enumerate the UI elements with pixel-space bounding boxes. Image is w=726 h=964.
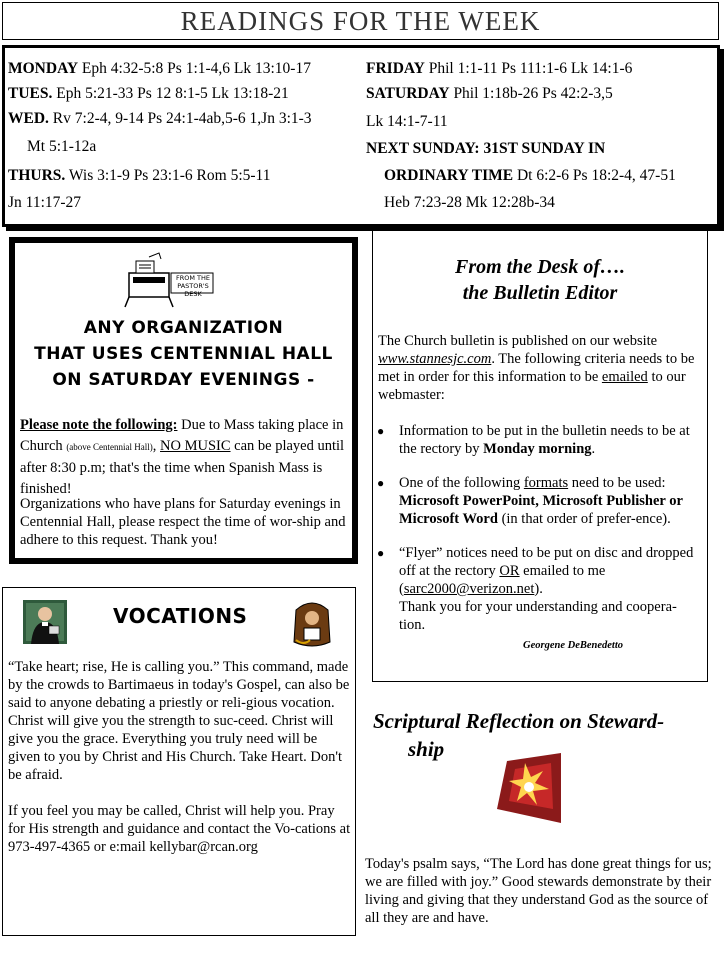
title-banner bbox=[2, 2, 719, 40]
logo-caption: FROM THE PASTOR'S DESK bbox=[175, 274, 210, 298]
priest-icon bbox=[23, 600, 67, 644]
reading-saturday: SATURDAY Phil 1:18b-26 Ps 42:2-3,5 bbox=[366, 85, 613, 102]
reading-ordinary-time: ORDINARY TIME Dt 6:2-6 Ps 18:2-4, 47-51 bbox=[384, 167, 676, 184]
criteria-item: ● One of the following formats need to be used: Microsoft PowerPoint, Microsoft Publisher or Microsoft Word (in that order of prefer-ence). bbox=[377, 475, 683, 527]
reading-wednesday: WED. Rv 7:2-4, 9-14 Ps 24:1-4ab,5-6 1,Jn 3:1-3 bbox=[8, 110, 312, 127]
vocations-paragraph-2: If you feel you may be called, Christ will help you. Pray for His strength and guidance and contact the Vo-cations at 973-497-4365 or e:mail kellybar@rcan.org bbox=[8, 803, 351, 855]
readings-box bbox=[2, 45, 720, 227]
stewardship-text: Today's psalm says, “The Lord has done great things for us; we are filled with joy.” Good stewards demonstrate by their living and giving that they understand God as the source of all they are and have. bbox=[365, 856, 712, 926]
editor-heading: From the Desk of…. the Bulletin Editor bbox=[455, 256, 625, 304]
pastors-desk-logo bbox=[121, 251, 216, 309]
bullet-icon: ● bbox=[377, 546, 385, 560]
criteria-list bbox=[373, 422, 699, 650]
reading-thursday-cont: Jn 11:17-27 bbox=[8, 194, 82, 211]
reading-monday: MONDAY Eph 4:32-5:8 Ps 1:1-4,6 Lk 13:10-17 bbox=[8, 60, 311, 77]
bulletin-editor-box bbox=[372, 230, 708, 682]
website-link[interactable]: www.stannesjc.com bbox=[378, 351, 492, 367]
stewardship-heading: Scriptural Reflection on Steward- ship bbox=[373, 709, 665, 761]
email-link[interactable]: sarc2000@verizon.net bbox=[403, 581, 535, 597]
criteria-item: ● Information to be put in the bulletin needs to be at the rectory by Monday morning. bbox=[377, 423, 690, 457]
vocations-paragraph-1: “Take heart; rise, He is calling you.” This command, made by the crowds to Bartimaeus in today's Gospel, can also be said to anyone debating a priestly or reli-gious vocation. Christ will give you the strength to suc-ceed. Christ will give you the grace. Everything you truly need will be given to you by Christ and His Church. Take Heart. Don't be afraid. bbox=[8, 659, 350, 783]
reading-next-sunday-cont: Heb 7:23-28 Mk 12:28b-34 bbox=[384, 194, 555, 211]
reading-friday: FRIDAY Phil 1:1-11 Ps 111:1-6 Lk 14:1-6 bbox=[366, 60, 633, 77]
pastor-heading: ANY ORGANIZATION THAT USES CENTENNIAL HALL ON SATURDAY EVENINGS - bbox=[34, 318, 333, 390]
reading-saturday-cont: Lk 14:1-7-11 bbox=[366, 113, 448, 130]
monk-icon bbox=[290, 600, 334, 648]
editor-signature: Georgene DeBenedetto bbox=[523, 640, 624, 651]
stewardship-illustration-icon bbox=[495, 751, 565, 826]
editor-intro: The Church bulletin is published on our website www.stannesjc.com. The following criteria needs to be met in order for this information to be emailed to our webmaster: bbox=[378, 333, 695, 403]
reading-wednesday-cont: Mt 5:1-12a bbox=[27, 138, 97, 155]
page-title: READINGS FOR THE WEEK bbox=[180, 6, 541, 36]
reading-next-sunday: NEXT SUNDAY: 31ST SUNDAY IN bbox=[366, 140, 606, 157]
vocations-heading: VOCATIONS bbox=[113, 604, 248, 628]
pastor-note-paragraph: Please note the following: Due to Mass taking place in Church (above Centennial Hall), NO MUSIC can be played until after 8:30 p.m; that's the time when Spanish Mass is finished! bbox=[20, 417, 345, 497]
pastor-notice-box bbox=[9, 237, 358, 564]
reading-tuesday: TUES. Eph 5:21-33 Ps 12 8:1-5 Lk 13:18-21 bbox=[8, 85, 289, 102]
criteria-item: ● “Flyer” notices need to be put on disc and dropped off at the rectory OR emailed to me (sarc2000@verizon.net). Thank you for your understanding and coopera-tion. bbox=[377, 545, 694, 633]
reading-thursday: THURS. Wis 3:1-9 Ps 23:1-6 Rom 5:5-11 bbox=[8, 167, 271, 184]
bullet-icon: ● bbox=[377, 424, 385, 438]
vocations-box bbox=[2, 587, 356, 936]
bullet-icon: ● bbox=[377, 476, 385, 490]
pastor-request-paragraph: Organizations who have plans for Saturday evenings in Centennial Hall, please respect the time of wor-ship and adhere to this request. Thank you! bbox=[20, 496, 346, 548]
